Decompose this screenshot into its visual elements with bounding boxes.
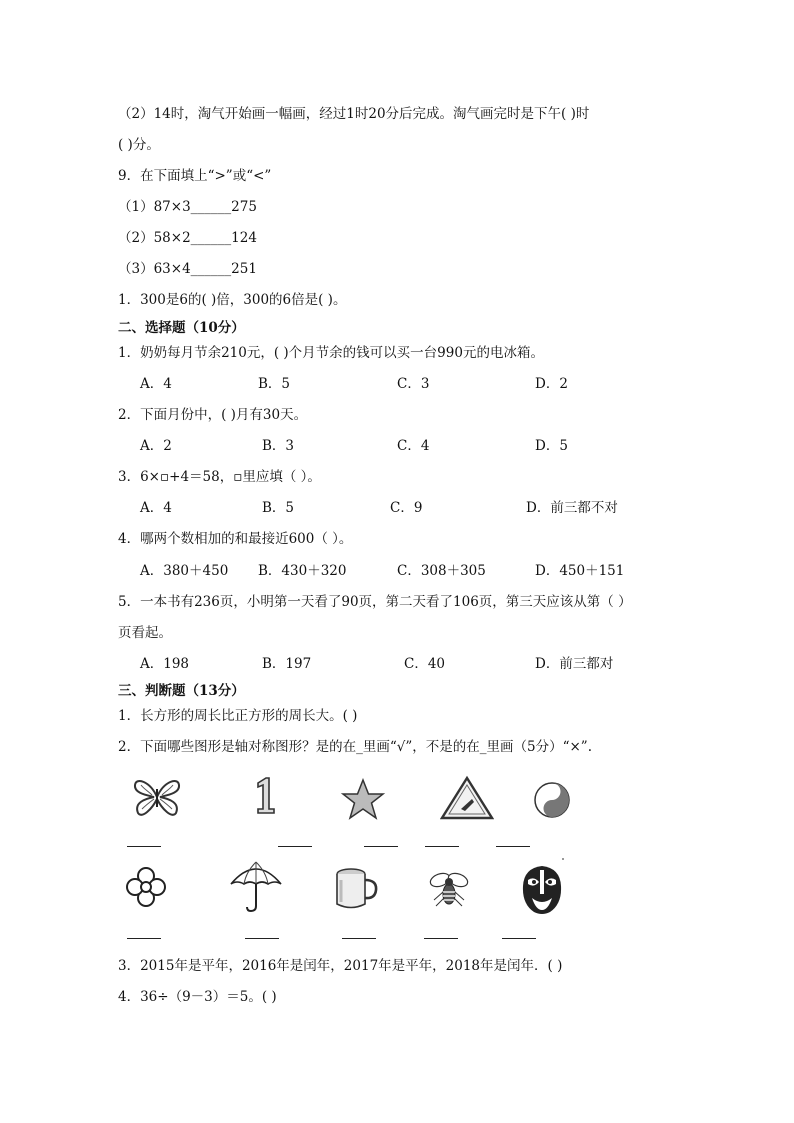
answer-blank[interactable]	[342, 938, 376, 939]
choice-4-option-c: C．308＋305	[397, 563, 486, 579]
choice-3-option-b: B．5	[262, 500, 295, 516]
umbrella-icon	[228, 858, 284, 914]
choice-5-option-a: A．198	[140, 656, 190, 672]
choice-1-option-d: D．2	[535, 376, 568, 392]
answer-blank[interactable]	[127, 938, 161, 939]
choice-2-option-a: A．2	[140, 438, 172, 454]
choice-2-option-c: C．4	[397, 438, 430, 454]
answer-blank[interactable]	[364, 846, 398, 847]
answer-blank[interactable]	[496, 846, 530, 847]
choice-5-option-b: B．197	[262, 656, 312, 672]
question-10: 1．300是6的( )倍，300的6倍是( )。	[118, 292, 347, 308]
opera-mask-icon	[520, 864, 564, 916]
question-8-2-line2: ( )分。	[118, 137, 160, 153]
triangle-sign-icon	[440, 775, 494, 821]
judge-question-4: 4．36÷（9－3）＝5。( )	[118, 989, 277, 1005]
choice-4-option-d: D．450＋151	[535, 563, 625, 579]
mug-icon	[333, 866, 379, 912]
choice-3-option-c: C．9	[390, 500, 423, 516]
stray-dot	[562, 858, 564, 860]
choice-question-5-line1: 5．一本书有236页，小明第一天看了90页，第二天看了106页，第三天应该从第（ ）	[118, 594, 632, 610]
answer-blank[interactable]	[278, 846, 312, 847]
answer-blank[interactable]	[127, 846, 161, 847]
choice-4-option-b: B．430＋320	[258, 563, 347, 579]
choice-3-option-a: A．4	[140, 500, 172, 516]
choice-question-5-line2: 页看起。	[118, 625, 172, 641]
answer-blank[interactable]	[245, 938, 279, 939]
star-icon	[340, 778, 386, 820]
choice-question-1: 1．奶奶每月节余210元，( )个月节余的钱可以买一台990元的电冰箱。	[118, 345, 544, 361]
choice-question-4: 4．哪两个数相加的和最接近600（ ）。	[118, 531, 353, 547]
question-9-title: 9．在下面填上“>”或“<”	[118, 168, 272, 184]
choice-1-option-b: B．5	[258, 376, 291, 392]
number-one-icon	[252, 775, 278, 815]
judge-question-3: 3．2015年是平年，2016年是闰年，2017年是平年，2018年是闰年．( )	[118, 958, 563, 974]
judge-question-1: 1．长方形的周长比正方形的周长大。( )	[118, 708, 358, 724]
choice-question-2: 2．下面月份中，( )月有30天。	[118, 407, 308, 423]
question-9-2: （2）58×2______124	[118, 230, 257, 246]
choice-5-option-c: C．40	[404, 656, 446, 672]
section-judge-heading: 三、判断题（13分）	[118, 683, 245, 699]
answer-blank[interactable]	[425, 846, 459, 847]
choice-4-option-a: A．380＋450	[140, 563, 229, 579]
question-9-1: （1）87×3______275	[118, 199, 257, 215]
choice-3-option-d: D．前三都不对	[526, 500, 618, 516]
choice-2-option-d: D．5	[535, 438, 568, 454]
choice-question-3: 3．6×▫+4＝58，▫里应填（ ）。	[118, 469, 321, 485]
yin-yang-icon	[532, 780, 572, 820]
flower-icon	[125, 866, 167, 908]
question-9-3: （3）63×4______251	[118, 261, 257, 277]
question-8-2-line1: （2）14时，淘气开始画一幅画，经过1时20分后完成。淘气画完时是下午( )时	[118, 106, 590, 122]
bee-icon	[428, 868, 470, 910]
answer-blank[interactable]	[424, 938, 458, 939]
section-choice-heading: 二、选择题（10分）	[118, 320, 245, 336]
answer-blank[interactable]	[502, 938, 536, 939]
choice-2-option-b: B．3	[262, 438, 295, 454]
choice-1-option-c: C．3	[397, 376, 430, 392]
choice-5-option-d: D．前三都对	[535, 656, 614, 672]
judge-question-2: 2．下面哪些图形是轴对称图形？是的在_里画“√”，不是的在_里画（5分）“×”.	[118, 739, 592, 755]
choice-1-option-a: A．4	[140, 376, 172, 392]
butterfly-icon	[132, 775, 182, 819]
